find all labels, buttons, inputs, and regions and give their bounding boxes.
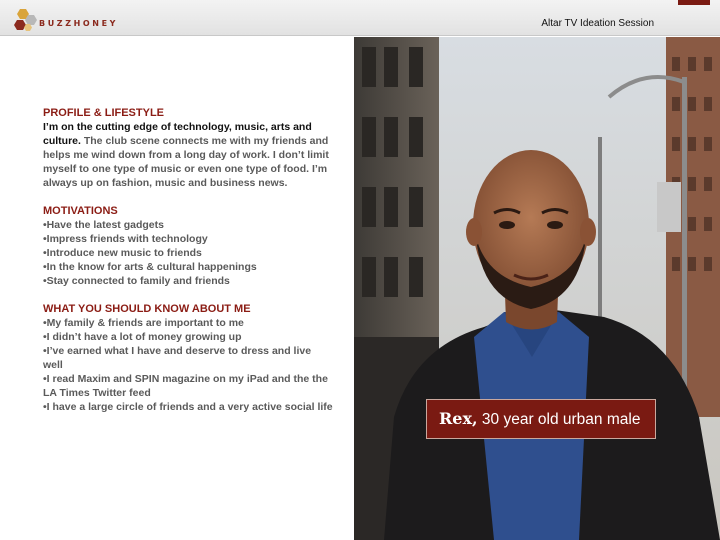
list-item: •In the know for arts & cultural happenings xyxy=(43,261,257,273)
street-portrait-image xyxy=(354,37,720,540)
list-item: •Stay connected to family and friends xyxy=(43,275,230,287)
list-item: •Introduce new music to friends xyxy=(43,247,202,259)
list-item: •I have a large circle of friends and a very active social life xyxy=(43,401,333,413)
list-item: •Have the latest gadgets xyxy=(43,219,164,231)
profile-paragraph xyxy=(43,120,333,190)
list-item: •I’ve earned what I have and deserve to dress and live well xyxy=(43,345,312,371)
list-item: •I read Maxim and SPIN magazine on my iPad and the the LA Times Twitter feed xyxy=(43,373,328,399)
motivations-heading: MOTIVATIONS xyxy=(43,205,118,217)
motivations-list xyxy=(43,218,333,288)
header-bar xyxy=(0,0,720,36)
header-accent-tab xyxy=(678,0,710,5)
profile-heading: PROFILE & LIFESTYLE xyxy=(43,107,165,119)
persona-details xyxy=(43,106,333,414)
persona-name: Rex, xyxy=(439,409,478,428)
brand-name: BUZZHONEY xyxy=(39,19,119,28)
honeycomb-logo-icon xyxy=(12,8,38,32)
profile-lead: I’m on the cutting edge of technology, music, arts and culture. xyxy=(43,121,312,147)
list-item: •Impress friends with technology xyxy=(43,233,208,245)
list-item: •My family & friends are important to me xyxy=(43,317,244,329)
know-about-me-list xyxy=(43,316,333,414)
brand-logo xyxy=(12,8,122,32)
persona-photo xyxy=(354,37,720,540)
persona-description: 30 year old urban male xyxy=(477,411,641,428)
session-title: Altar TV Ideation Session xyxy=(541,18,654,29)
profile-body: The club scene connects me with my friends and helps me wind down from a long day of work. I don’t limit myself to one type of music or even one type of food. I’m always up on fashion, music and business news. xyxy=(43,135,329,189)
persona-caption xyxy=(426,399,656,439)
know-about-me-heading: WHAT YOU SHOULD KNOW ABOUT ME xyxy=(43,303,251,315)
list-item: •I didn’t have a lot of money growing up xyxy=(43,331,242,343)
